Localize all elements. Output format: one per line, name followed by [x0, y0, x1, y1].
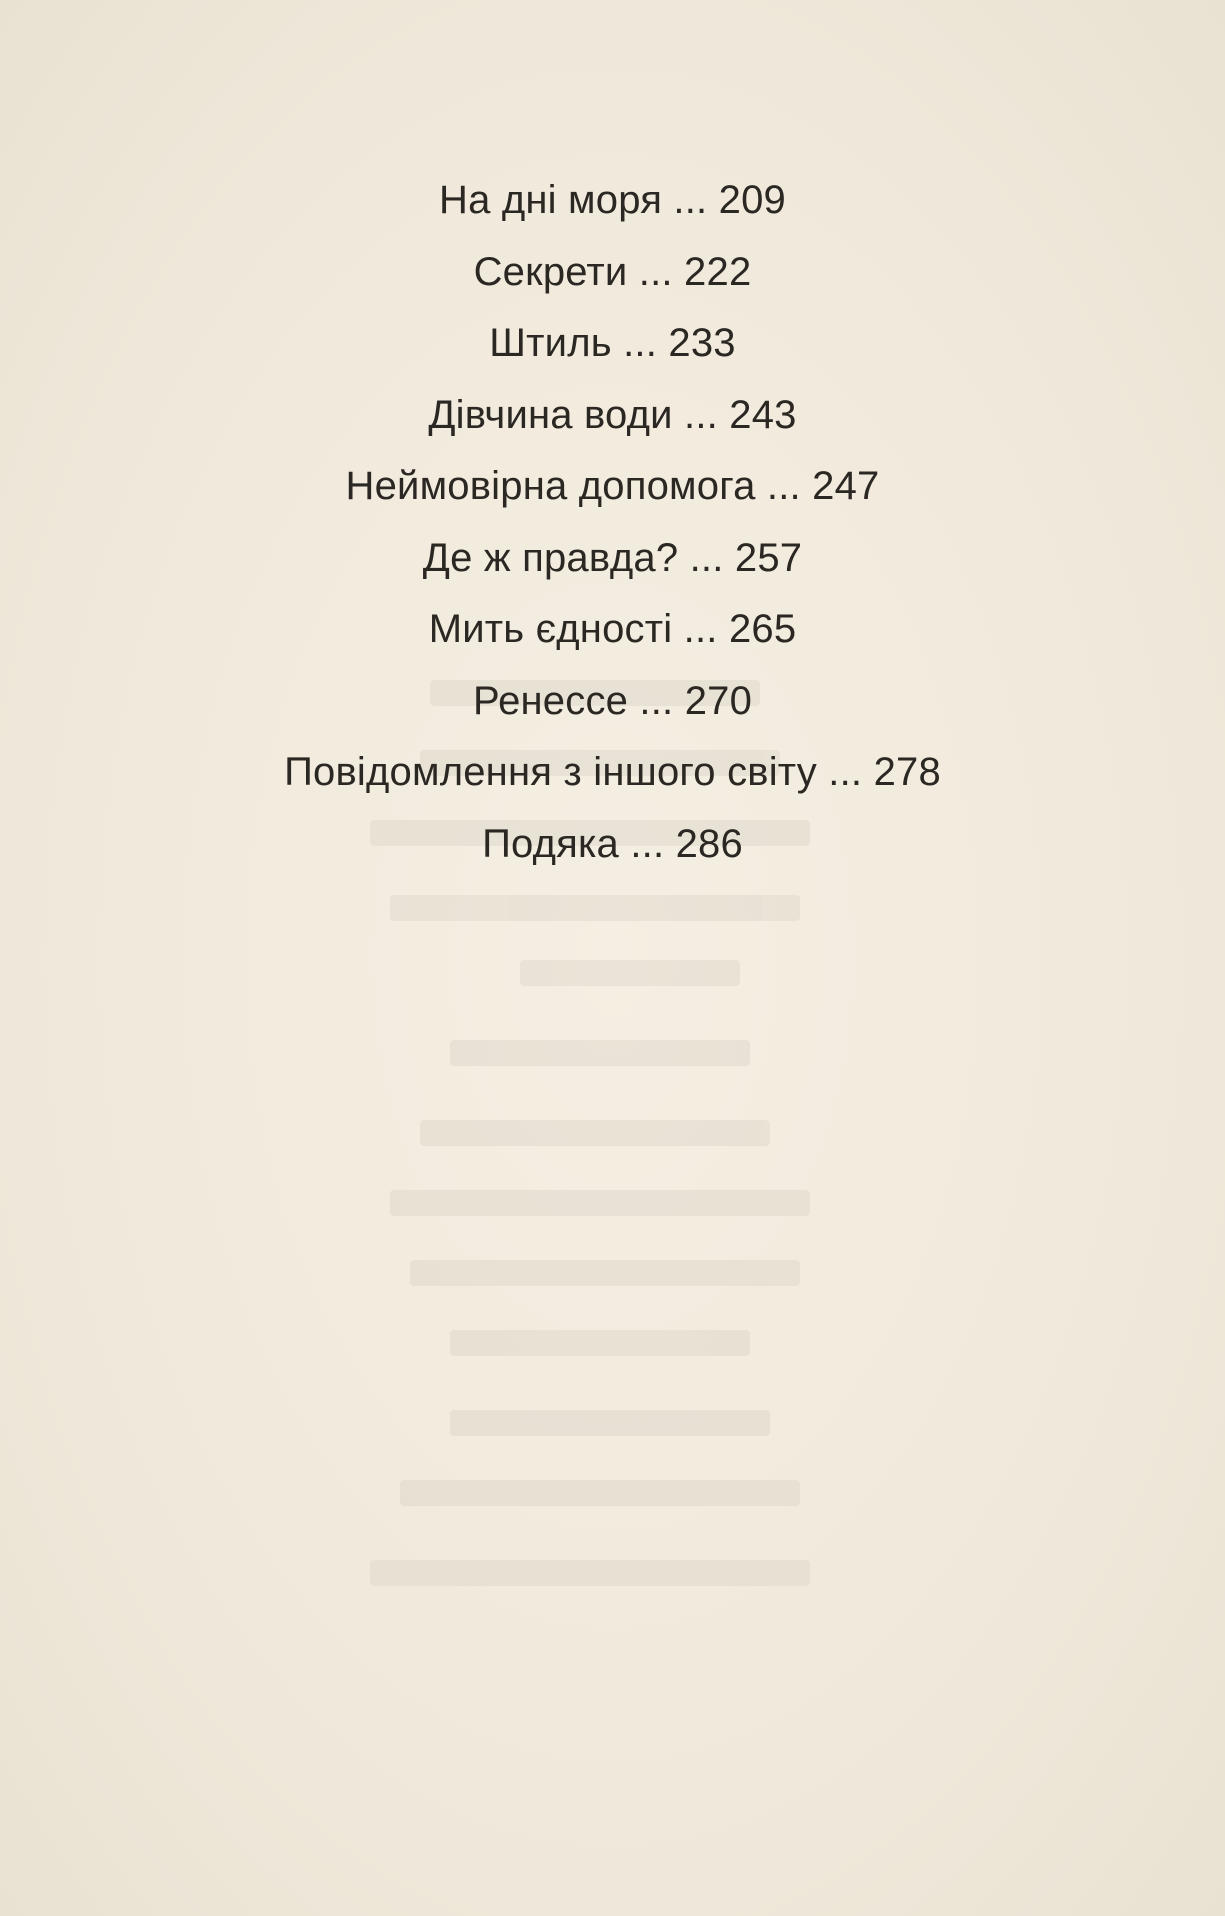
- toc-entry-page-number: 257: [734, 535, 803, 580]
- toc-entry-separator: ...: [672, 607, 729, 651]
- toc-entry-title: Ренессе: [472, 678, 629, 723]
- toc-entry-page-number: 233: [668, 321, 736, 365]
- toc-entry-page-number: 278: [873, 750, 941, 794]
- toc-entry-separator: ...: [672, 392, 730, 437]
- toc-entry-title: Мить єдності: [428, 607, 673, 651]
- toc-entry-separator: ...: [755, 464, 813, 508]
- toc-entry: [0, 315, 1225, 387]
- table-of-contents: [0, 172, 1225, 887]
- toc-entry-title: Подяка: [482, 821, 620, 866]
- toc-entry-separator: ...: [628, 678, 685, 723]
- toc-entry-page-number: 270: [684, 678, 753, 723]
- toc-entry: [0, 601, 1225, 673]
- toc-entry-title: Неймовірна допомога: [345, 464, 756, 508]
- toc-entry-separator: ...: [627, 249, 685, 294]
- toc-entry-separator: ...: [678, 535, 735, 580]
- toc-entry-page-number: 209: [718, 178, 786, 222]
- toc-entry-title: Секрети: [473, 249, 628, 294]
- toc-entry: [0, 458, 1225, 530]
- toc-entry-title: Штиль: [489, 321, 612, 365]
- toc-entry: [0, 530, 1225, 602]
- toc-entry: [0, 816, 1225, 888]
- toc-entry-title: Де ж правда?: [422, 535, 679, 580]
- toc-entry-title: Дівчина води: [428, 392, 673, 437]
- toc-entry-page-number: 286: [675, 821, 743, 866]
- toc-entry: [0, 387, 1225, 459]
- toc-entry-separator: ...: [611, 321, 669, 365]
- toc-entry: [0, 673, 1225, 745]
- toc-entry-page-number: 247: [812, 464, 880, 508]
- toc-entry-page-number: 265: [728, 607, 797, 651]
- toc-entry-separator: ...: [662, 178, 719, 222]
- toc-entry: [0, 744, 1225, 816]
- toc-entry-page-number: 243: [729, 392, 797, 437]
- toc-entry-separator: ...: [816, 750, 874, 794]
- toc-entry-page-number: 222: [684, 249, 752, 294]
- toc-entry-title: На дні моря: [438, 178, 663, 222]
- toc-entry-title: Повідомлення з іншого світу: [284, 750, 817, 794]
- toc-entry: [0, 244, 1225, 316]
- toc-entry: [0, 172, 1225, 244]
- toc-entry-separator: ...: [619, 821, 676, 866]
